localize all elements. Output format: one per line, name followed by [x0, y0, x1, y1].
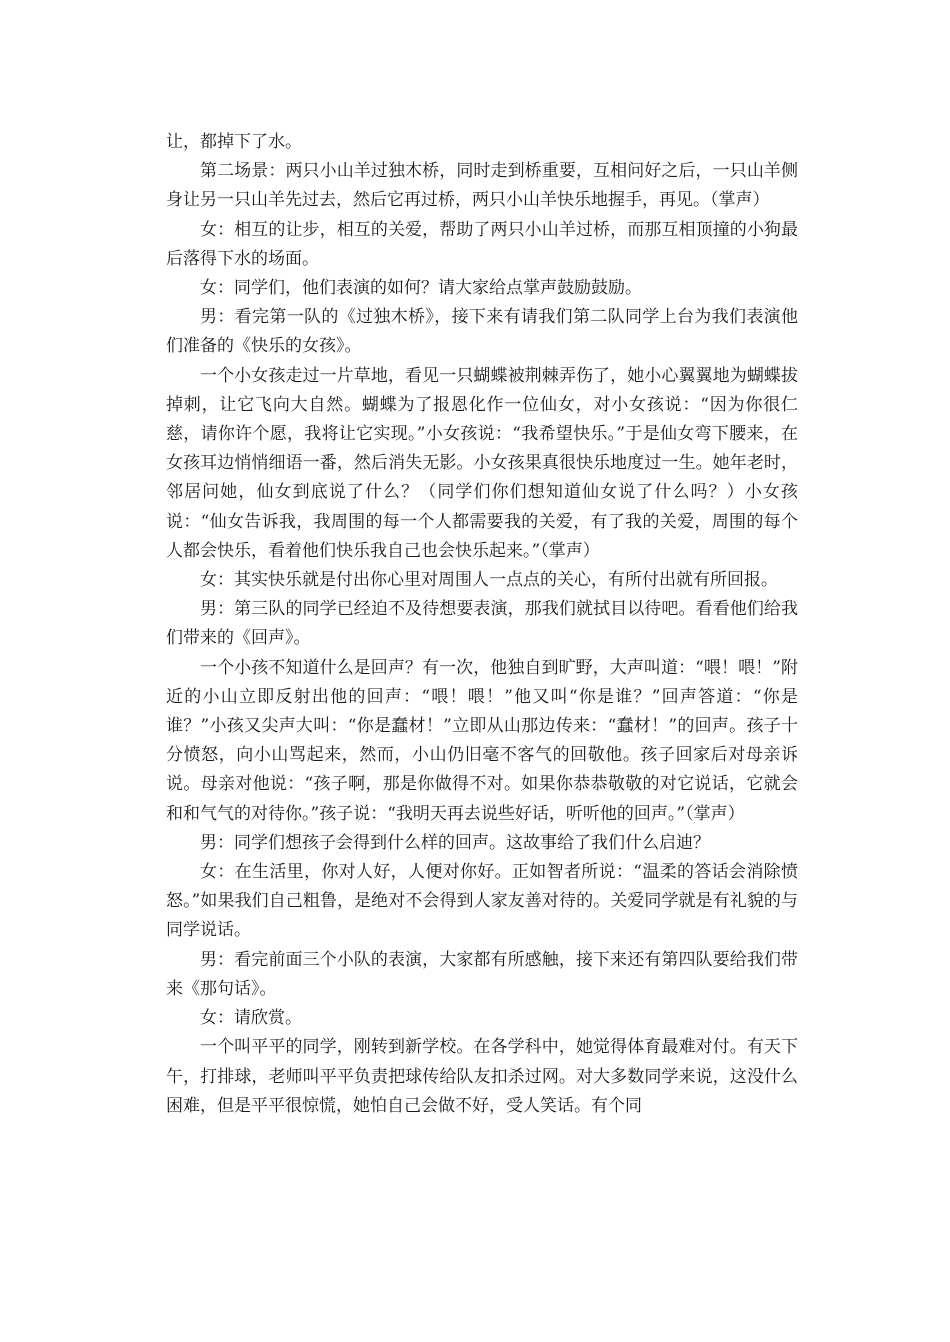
- paragraph-3: 女：相互的让步，相互的关爱，帮助了两只小山羊过桥，而那互相顶撞的小狗最后落得下水的场面。: [166, 219, 798, 269]
- paragraph-1: 让，都掉下了水。: [166, 132, 302, 152]
- paragraph-10: 男：同学们想孩子会得到什么样的回声。这故事给了我们什么启迪？: [200, 832, 710, 853]
- paragraph-8: 男：第三队的同学已经迫不及待想要表演，那我们就拭目以待吧。看看他们给我们带来的《回声》。: [166, 599, 798, 649]
- paragraph-14: 一个叫平平的同学，刚转到新学校。在各学科中，她觉得体育最难对付。有天下午，打排球，老师叫平平负责把球传给队友扣杀过网。对大多数同学来说，这没什么困难，但是平平很惊慌，她怕自己会做不好，受人笑话。有个同: [166, 1037, 798, 1116]
- paragraph-5: 男：看完第一队的《过独木桥》，接下来有请我们第二队同学上台为我们表演他们准备的《快乐的女孩》。: [166, 307, 798, 357]
- paragraph-13: 女：请欣赏。: [200, 1008, 302, 1029]
- paragraph-7: 女：其实快乐就是付出你心里对周围人一点点的关心，有所付出就有所回报。: [200, 570, 778, 591]
- paragraph-12: 男：看完前面三个小队的表演，大家都有所感触，接下来还有第四队要给我们带来《那句话》。: [166, 949, 798, 999]
- paragraph-9: 一个小孩不知道什么是回声？有一次，他独自到旷野，大声叫道：“喂！喂！”附近的小山立即反射出他的回声：“喂！喂！”他又叫“你是谁？”回声答道：“你是谁？”小孩又尖声大叫：“你是蠢材！”立即从山那边传来：“蠢材！”的回声。孩子十分愤怒，向小山骂起来，然而，小山仍旧毫不客气的回敬他。孩子回家后对母亲诉说。母亲对他说：“孩子啊，那是你做得不对。如果你恭恭敬敬的对它说话，它就会和和气气的对待你。”孩子说：“我明天再去说些好话，听听他的回声。”（掌声）: [166, 657, 799, 824]
- document-page: [166, 128, 798, 1121]
- paragraph-6: 一个小女孩走过一片草地，看见一只蝴蝶被荆棘弄伤了，她小心翼翼地为蝴蝶拔掉刺，让它飞向大自然。蝴蝶为了报恩化作一位仙女，对小女孩说：“因为你很仁慈，请你许个愿，我将让它实现。”小女孩说：“我希望快乐。”于是仙女弯下腰来，在女孩耳边悄悄细语一番，然后消失无影。小女孩果真很快乐地度过一生。她年老时，邻居问她，仙女到底说了什么？（同学们你们想知道仙女说了什么吗？）小女孩说：“仙女告诉我，我周围的每一个人都需要我的关爱，有了我的关爱，周围的每个人都会快乐，看着他们快乐我自己也会快乐起来。”（掌声）: [166, 365, 798, 561]
- paragraph-4: 女：同学们，他们表演的如何？请大家给点掌声鼓励鼓励。: [200, 278, 642, 299]
- paragraph-2: 第二场景：两只小山羊过独木桥，同时走到桥重要，互相问好之后，一只山羊侧身让另一只山羊先过去，然后它再过桥，两只小山羊快乐地握手，再见。（掌声）: [166, 161, 798, 211]
- paragraph-11: 女：在生活里，你对人好，人便对你好。正如智者所说：“温柔的答话会消除愤怒。”如果我们自己粗鲁，是绝对不会得到人家友善对待的。关爱同学就是有礼貌的与同学说话。: [166, 862, 798, 941]
